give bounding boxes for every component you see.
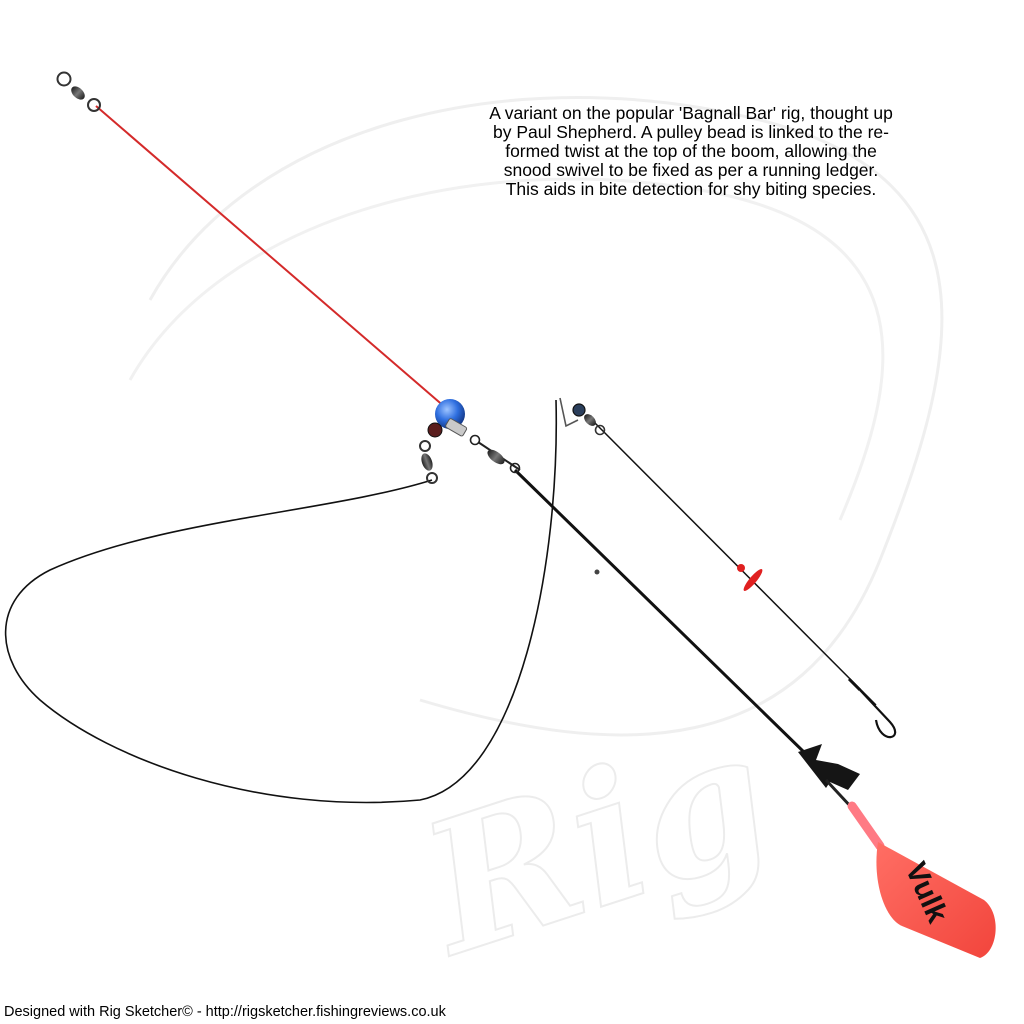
- sinker-logo: Vulk: [898, 857, 955, 928]
- sinker: [852, 806, 996, 958]
- watermark-text: Rig: [401, 688, 794, 996]
- leader-loop: [6, 400, 557, 802]
- footer-credit: Designed with Rig Sketcher© - http://rigsketcher.fishingreviews.co.uk: [4, 1004, 446, 1020]
- snood: [560, 398, 895, 737]
- watermark: [130, 98, 942, 998]
- snood-swivel: [573, 404, 605, 435]
- hook: [849, 679, 895, 737]
- rig-description: A variant on the popular 'Bagnall Bar' rig, thought up by Paul Shepherd. A pulley bead is linked to the re-formed twist at the top of the boom, allowing the snood swivel to be fixed as per a running ledger. This aids in bite detection for shy biting species.: [489, 103, 893, 199]
- main-line: [96, 106, 446, 408]
- lower-swivel: [419, 423, 442, 483]
- top-swivel: [58, 73, 101, 112]
- lead-clip: [798, 744, 860, 808]
- boom-swivel: [471, 436, 520, 473]
